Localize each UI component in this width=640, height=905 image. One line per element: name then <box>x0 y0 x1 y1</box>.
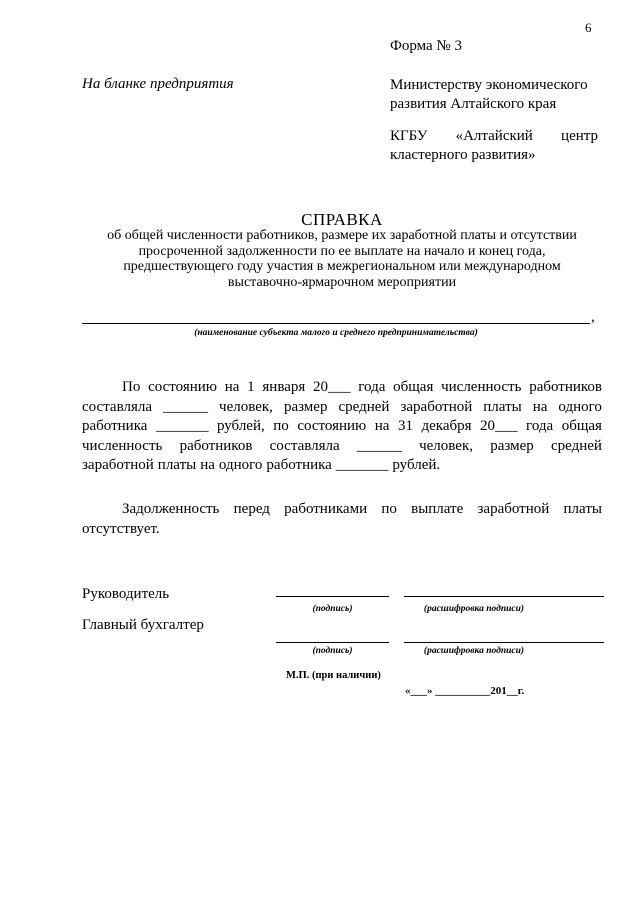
paragraph-word: по <box>381 501 397 517</box>
accountant-decoding-field[interactable] <box>404 641 604 643</box>
paragraph-line <box>82 398 602 418</box>
paragraph-word: работников <box>529 379 602 395</box>
kgbu-word: центр <box>561 128 598 144</box>
accountant-decoding-caption: (расшифровка подписи) <box>423 646 525 656</box>
entity-comma: , <box>591 309 595 325</box>
paragraph-word: одного <box>218 457 263 473</box>
paragraph-word: состоянию <box>297 418 367 434</box>
paragraph-word: _______ <box>155 418 209 434</box>
document-title: СПРАВКА <box>301 210 383 229</box>
paragraph-word: рублей. <box>392 457 441 473</box>
subtitle-line: об общей численности работников, размере их заработной платы и отсутствии <box>107 228 577 243</box>
paragraph-word: платы <box>157 457 197 473</box>
paragraph-word: человек, <box>419 437 473 454</box>
paragraph-line <box>82 500 602 520</box>
paragraph-word: на <box>532 398 548 415</box>
paragraph-word: заработной <box>477 501 550 517</box>
stamp-note: М.П. (при наличии) <box>286 670 381 681</box>
paragraph-word: на <box>224 379 240 395</box>
paragraph-word: численность <box>441 379 522 395</box>
paragraph-word: средней <box>338 398 390 415</box>
paragraph-word: размер <box>490 437 534 454</box>
addressee-ministry <box>390 76 588 114</box>
paragraph-line <box>82 378 602 398</box>
accountant-label: Главный бухгалтер <box>82 617 204 633</box>
paragraph-word: составляла <box>269 437 340 454</box>
paragraph-word: численность <box>82 437 163 454</box>
entity-name-caption: (наименование субъекта малого и среднего предпринимательства) <box>194 328 478 338</box>
date-field[interactable]: «___» __________201__г. <box>405 685 525 697</box>
paragraph-word: работника <box>266 457 332 473</box>
paragraph-word: Задолженность <box>122 501 220 517</box>
subtitle-line: просроченной задолженности по ее выплате на начало и конец года, <box>138 243 546 259</box>
letterhead-note: На бланке предприятия <box>82 76 234 92</box>
paragraph-word: работника <box>82 418 148 434</box>
paragraph-word: общая <box>561 418 602 434</box>
kgbu-word: КГБУ <box>390 128 428 144</box>
head-decoding-field[interactable] <box>404 595 604 597</box>
paragraph-word: средней <box>551 437 602 454</box>
page-number: 6 <box>585 20 592 35</box>
head-label: Руководитель <box>82 586 170 602</box>
ministry-line-1: Министерству экономического <box>390 77 588 93</box>
paragraph-word: выплате <box>411 501 464 517</box>
head-decoding-caption: (расшифровка подписи) <box>423 604 525 614</box>
employee-count-paragraph <box>82 378 602 476</box>
paragraph-word: одного <box>558 398 602 415</box>
paragraph-word: работников <box>179 437 253 454</box>
paragraph-word: года <box>358 379 386 395</box>
entity-name-field[interactable] <box>82 322 590 324</box>
paragraph-word: ______ <box>163 398 209 415</box>
paragraph-word: составляла <box>82 398 152 415</box>
paragraph-word: года <box>526 418 554 434</box>
paragraph-word: 20___ <box>313 379 351 395</box>
accountant-signature-caption: (подпись) <box>312 646 353 656</box>
paragraph-word: платы <box>563 501 602 517</box>
paragraph-word: по <box>273 418 289 434</box>
paragraph-word: на <box>200 457 215 473</box>
paragraph-line <box>82 456 602 476</box>
paragraph-word: заработной <box>400 398 473 415</box>
paragraph-word: общая <box>393 379 434 395</box>
paragraph-word: состоянию <box>148 379 217 395</box>
paragraph-word: января <box>262 379 306 395</box>
form-number: Форма № 3 <box>390 38 462 54</box>
paragraph-line <box>82 417 602 437</box>
kgbu-line-1 <box>390 127 598 146</box>
paragraph-word: заработной <box>82 457 154 473</box>
paragraph-word: на <box>374 418 390 434</box>
paragraph-word: рублей, <box>216 418 265 434</box>
paragraph-word: ______ <box>356 437 402 454</box>
addressee-kgbu <box>390 127 598 165</box>
paragraph-word: _______ <box>335 457 389 473</box>
paragraph-word: работниками <box>284 501 368 517</box>
paragraph-word: перед <box>233 501 270 517</box>
paragraph-word: 20___ <box>480 418 518 434</box>
paragraph-word: размер <box>283 398 328 415</box>
kgbu-line-2: кластерного развития» <box>390 147 536 163</box>
head-signature-field[interactable] <box>276 595 389 597</box>
head-signature-caption: (подпись) <box>312 604 353 614</box>
accountant-signature-field[interactable] <box>276 641 389 643</box>
debt-statement-paragraph <box>82 500 602 539</box>
paragraph-line <box>82 437 602 457</box>
paragraph-word: отсутствует. <box>82 520 160 537</box>
subtitle-line: выставочно-ярмарочном мероприятии <box>227 274 457 290</box>
paragraph-word: человек, <box>219 398 273 415</box>
paragraph-line <box>82 520 602 540</box>
paragraph-word: 31 <box>397 418 413 434</box>
paragraph-word: По <box>122 379 141 395</box>
paragraph-word: декабря <box>421 418 472 434</box>
document-heading <box>82 211 602 290</box>
paragraph-word: 1 <box>247 379 255 395</box>
subtitle-line: предшествующего году участия в межрегиональном или международном <box>123 259 561 274</box>
paragraph-word: платы <box>483 398 522 415</box>
ministry-line-2: развития Алтайского края <box>390 96 557 112</box>
kgbu-word: «Алтайский <box>455 128 533 144</box>
